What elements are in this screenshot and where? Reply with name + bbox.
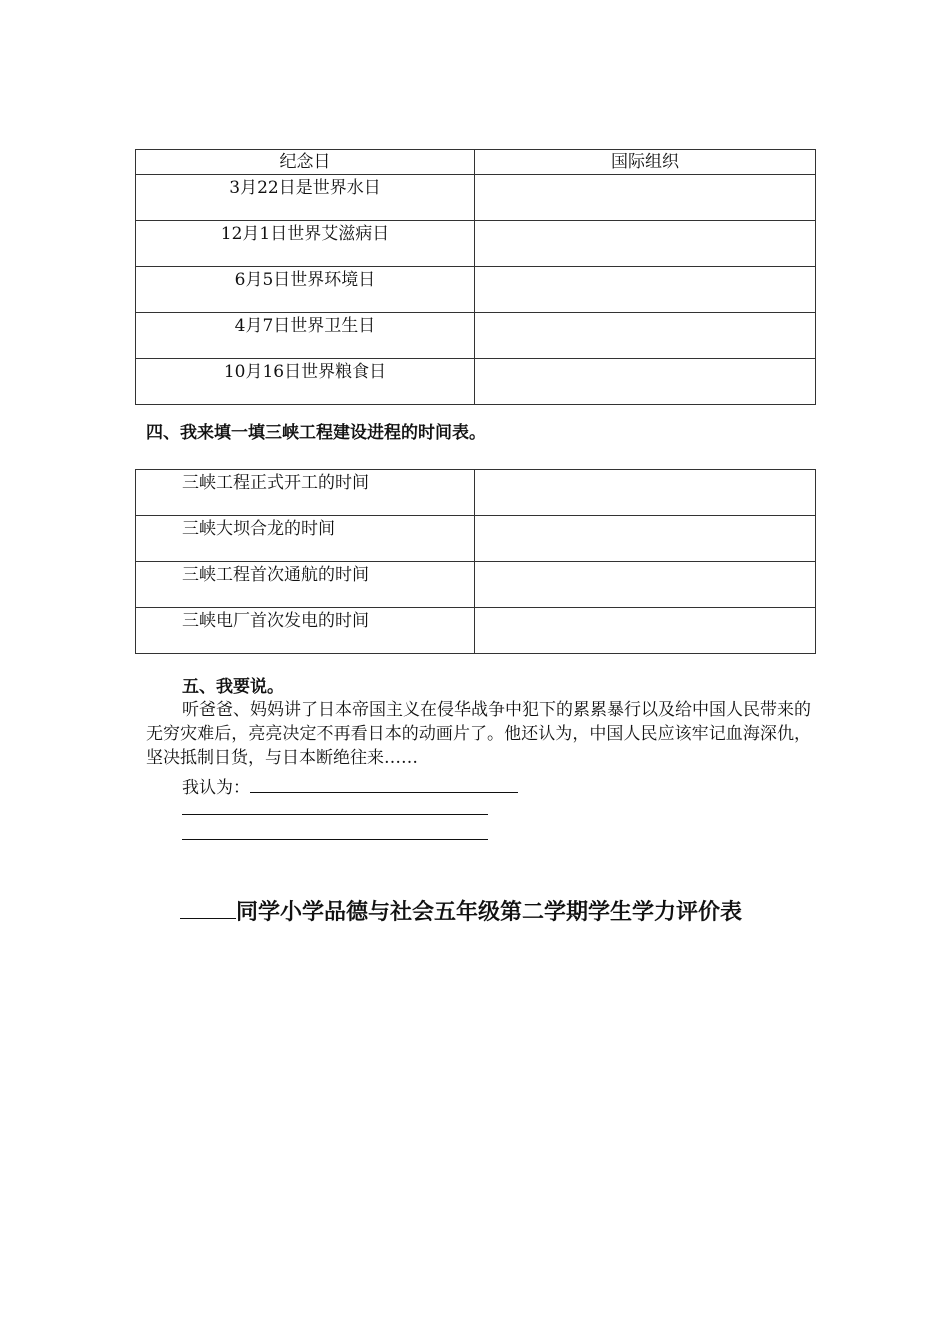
time-answer-cell[interactable] [475, 562, 816, 608]
organization-answer-cell[interactable] [475, 313, 816, 359]
time-answer-cell[interactable] [475, 608, 816, 654]
section-4-title: 四、我来填一填三峡工程建设进程的时间表。 [146, 423, 486, 443]
opinion-answer-line[interactable] [250, 774, 518, 793]
memorial-days-table [135, 149, 816, 405]
student-name-blank[interactable] [180, 896, 236, 919]
table-row [136, 175, 816, 221]
organization-answer-cell[interactable] [475, 221, 816, 267]
answer-line[interactable] [182, 814, 488, 815]
event-cell: 三峡电厂首次发电的时间 [136, 608, 475, 654]
memorial-day-cell: 12月1日世界艾滋病日 [136, 221, 475, 267]
three-gorges-timeline-table [135, 469, 816, 654]
memorial-day-cell: 4月7日世界卫生日 [136, 313, 475, 359]
table-row [136, 221, 816, 267]
memorial-day-cell: 6月5日世界环境日 [136, 267, 475, 313]
table-row [136, 470, 816, 516]
section-5-title: 五、我要说。 [182, 677, 284, 697]
table-row [136, 359, 816, 405]
event-cell: 三峡大坝合龙的时间 [136, 516, 475, 562]
memorial-day-cell: 10月16日世界粮食日 [136, 359, 475, 405]
answer-line[interactable] [182, 839, 488, 840]
time-answer-cell[interactable] [475, 516, 816, 562]
table-row [136, 313, 816, 359]
table-row [136, 267, 816, 313]
organization-answer-cell[interactable] [475, 267, 816, 313]
table-header-row [136, 150, 816, 175]
memorial-day-cell: 3月22日是世界水日 [136, 175, 475, 221]
table-row [136, 516, 816, 562]
evaluation-form-title-text: 同学小学品德与社会五年级第二学期学生学力评价表 [236, 899, 743, 925]
opinion-row [182, 774, 518, 799]
organization-answer-cell[interactable] [475, 359, 816, 405]
organization-answer-cell[interactable] [475, 175, 816, 221]
time-answer-cell[interactable] [475, 470, 816, 516]
table-row [136, 608, 816, 654]
header-organization: 国际组织 [475, 150, 816, 175]
header-memorial-day: 纪念日 [136, 150, 475, 175]
story-paragraph: 听爸爸、妈妈讲了日本帝国主义在侵华战争中犯下的累累暴行以及给中国人民带来的无穷灾难后，亮亮决定不再看日本的动画片了。他还认为，中国人民应该牢记血海深仇，坚决抵制日货，与日本断绝往来…… [146, 700, 811, 768]
event-cell: 三峡工程正式开工的时间 [136, 470, 475, 516]
table-row [136, 562, 816, 608]
opinion-label: 我认为： [182, 778, 250, 798]
evaluation-form-title [180, 896, 742, 927]
event-cell: 三峡工程首次通航的时间 [136, 562, 475, 608]
